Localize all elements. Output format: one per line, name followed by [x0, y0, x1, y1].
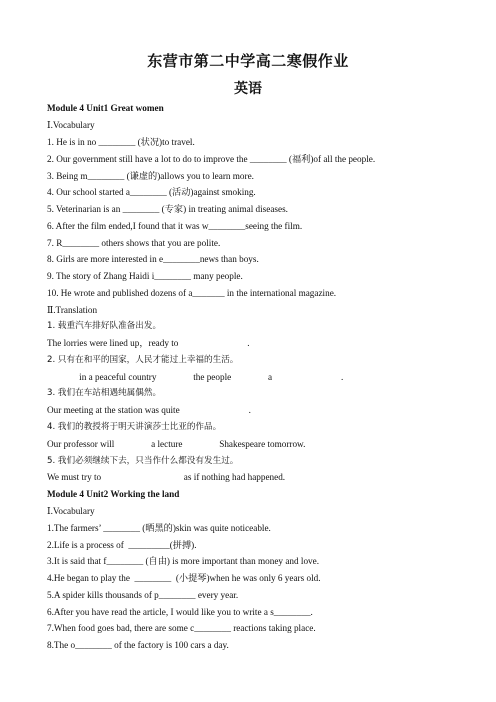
exercise-line: 8.The o________ of the factory is 100 cars a day.	[47, 640, 229, 650]
exercise-line: 7. R________ others shows that you are polite.	[47, 238, 221, 248]
document-subject: 英语	[234, 81, 262, 97]
translation-prompt: 5. 我们必须继续下去，只当作什么都没有发生过。	[47, 456, 239, 466]
translation-prompt: 1. 载重汽车排好队准备出发。	[47, 321, 162, 331]
translation-answer-line: The lorries were lined up，ready to .	[47, 338, 250, 348]
section-heading: Module 4 Unit1 Great women	[47, 103, 164, 113]
exercise-line: 4.He began to play the ________ (小提琴)when he was only 6 years old.	[47, 573, 321, 583]
exercise-line: 5.A spider kills thousands of p________ every year.	[47, 590, 239, 600]
exercise-line: 6. After the film ended,I found that it was w________seeing the film.	[47, 221, 303, 231]
subsection-heading: Ⅰ.Vocabulary	[47, 120, 95, 130]
translation-prompt: 4. 我们的教授将于明天讲演莎士比亚的作品。	[47, 422, 222, 432]
translation-prompt: 2. 只有在和平的国家，人民才能过上幸福的生活。	[47, 355, 239, 365]
exercise-line: 7.When food goes bad, there are some c________ reactions taking place.	[47, 623, 316, 633]
section-heading: Module 4 Unit2 Working the land	[47, 489, 180, 499]
exercise-line: 1.The farmers’ ________ (晒黑的)skin was quite noticeable.	[47, 523, 271, 533]
translation-answer-line: Our meeting at the station was quite .	[47, 405, 251, 415]
exercise-line: 3.It is said that f________ (自由) is more important than money and love.	[47, 556, 320, 566]
exercise-line: 10. He wrote and published dozens of a_______ in the international magazine.	[47, 288, 337, 298]
exercise-line: 9. The story of Zhang Haidi i________ many people.	[47, 271, 243, 281]
exercise-line: 2.Life is a process of _________(拼搏).	[47, 540, 197, 550]
exercise-line: 6.After you have read the article, I would like you to write a s________.	[47, 607, 313, 617]
exercise-line: 2. Our government still have a lot to do to improve the ________ (福利)of all the people.	[47, 154, 376, 164]
exercise-line: 3. Being m________ (谦虚的)allows you to learn more.	[47, 171, 254, 181]
translation-answer-line: We must try to as if nothing had happened.	[47, 472, 286, 482]
translation-answer-line: Our professor will a lecture Shakespeare tomorrow.	[47, 439, 306, 449]
exercise-line: 8. Girls are more interested in e________news than boys.	[47, 254, 259, 264]
exercise-line: 5. Veterinarian is an ________ (专家) in treating animal diseases.	[47, 204, 288, 214]
document-title: 东营市第二中学高二寒假作业	[147, 52, 349, 70]
translation-answer-line: in a peaceful country the people a .	[47, 372, 344, 382]
subsection-heading: Ⅱ.Translation	[47, 305, 98, 315]
exercise-line: 1. He is in no ________ (状况)to travel.	[47, 137, 195, 147]
subsection-heading: Ⅰ.Vocabulary	[47, 506, 95, 516]
exercise-line: 4. Our school started a________ (活动)against smoking.	[47, 187, 256, 197]
translation-prompt: 3. 我们在车站相遇纯属偶然。	[47, 388, 162, 398]
